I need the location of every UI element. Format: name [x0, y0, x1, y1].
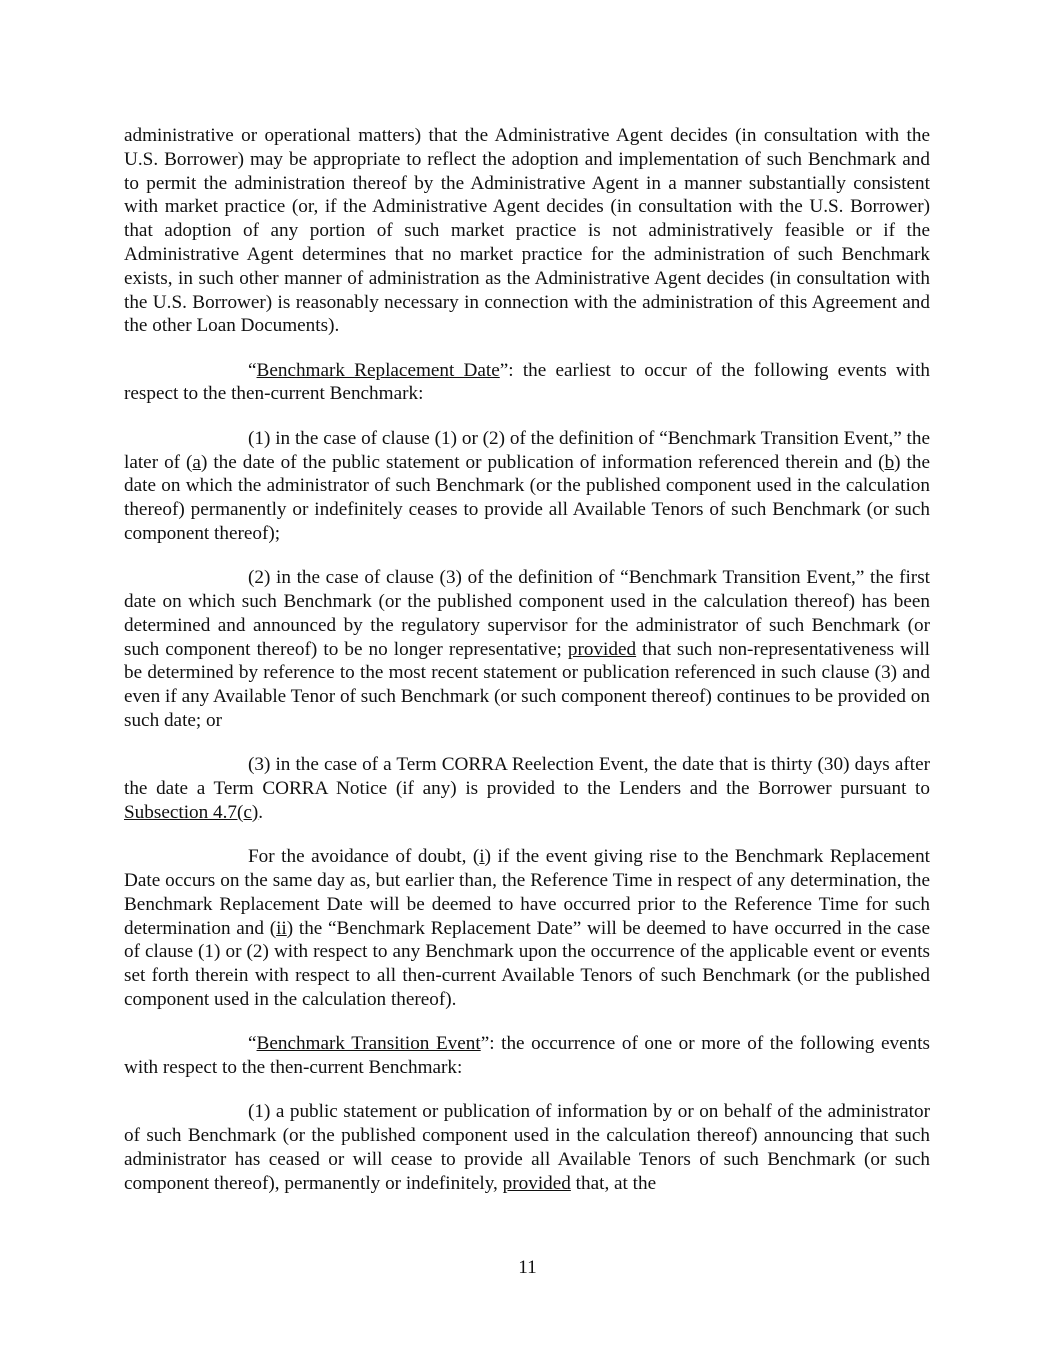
clause-2 — [124, 566, 930, 733]
clause-text: (3) in the case of a Term CORRA Reelection Event, the date that is thirty (30) days after the date a Term CORRA Notice (if any) is provided to the Lenders and the Borrower pursuant to — [124, 754, 930, 800]
clause-text: (1) in the case of clause (1) or (2) of the definition of “Benchmark Transition Event,” the later of ( — [124, 427, 930, 473]
transition-clause-1 — [124, 1100, 930, 1195]
clause-text: (1) a public statement or publication of information by or on behalf of the administrator of such Benchmark (or the published component used in the calculation thereof) announcing that such administrator has ceased or will cease to provide all Available Tenors of such Benchmark (or such component thereof), permanently or indefinitely, — [124, 1101, 930, 1194]
paragraph-text: ) the “Benchmark Replacement Date” will be deemed to have occurred in the case of clause (1) or (2) with respect to any Benchmark upon the occurrence of the applicable event or events set forth therein with respect to all then-current Available Tenors of such Benchmark (or the published component used in the calculation thereof). — [124, 917, 931, 1010]
subclause-marker-a: a — [192, 451, 201, 473]
provided-term: provided — [502, 1172, 571, 1194]
subsection-reference: Subsection 4.7(c) — [124, 801, 259, 823]
paragraph-text: administrative or operational matters) that the Administrative Agent decides (in consultation with the U.S. Borrower) may be appropriate to reflect the adoption and implementation of such Benchmark and to permit the administration thereof by the Administrative Agent in a manner substantially consistent with market practice (or, if the Administrative Agent decides (in consultation with the U.S. Borrower) that adoption of any portion of such market practice is not administratively feasible or if the Administrative Agent determines that no market practice for the administration of such Benchmark exists, in such other manner of administration as the Administrative Agent decides (in consultation with the U.S. Borrower) is reasonably necessary in connection with the administration of this Agreement and the other Loan Documents). — [124, 125, 930, 337]
subclause-marker-b: b — [884, 451, 895, 473]
clause-3 — [124, 753, 930, 824]
definition-benchmark-transition-event — [124, 1032, 930, 1080]
clause-text: that such non-representativeness will be determined by reference to the most recent statement or publication referenced in such clause (3) and even if any Available Tenor of such Benchmark (or such component thereof) continues to be provided on such date; or — [124, 638, 930, 732]
clause-text: ) the date of the public statement or publication of information referenced therein and ( — [200, 451, 885, 473]
paragraph-avoidance-of-doubt — [124, 845, 930, 1012]
clause-text: . — [258, 801, 264, 823]
clause-text: ) the date on which the administrator of such Benchmark (or the published component used in the calculation thereof) permanently or indefinitely ceases to provide all Available Tenors of such Benchmark (or such component thereof); — [124, 451, 930, 544]
paragraph-text: ) if the event giving rise to the Benchmark Replacement Date occurs on the same day as, but earlier than, the Reference Time in respect of any determination, the Benchmark Replacement Date will be deemed to have occurred prior to the Reference Time for such determination and ( — [124, 846, 930, 939]
clause-text: that, at the — [570, 1172, 657, 1194]
definition-text: ”: the earliest to occur of the following events with respect to the then-current Benchmark: — [124, 359, 930, 405]
defined-term: Benchmark Transition Event — [256, 1033, 481, 1055]
provided-term: provided — [567, 638, 637, 660]
definition-text: ”: the occurrence of one or more of the following events with respect to the then-current Benchmark: — [124, 1033, 930, 1079]
clause-text: (2) in the case of clause (3) of the definition of “Benchmark Transition Event,” the first date on which such Benchmark (or the published component used in the calculation thereof) has been determined and announced by the regulatory supervisor for the administrator of such Benchmark (or such component thereof) to be no longer representative; — [124, 567, 930, 660]
subclause-marker-i: i — [479, 846, 485, 868]
defined-term: Benchmark Replacement Date — [256, 359, 500, 381]
document-body — [124, 124, 930, 1216]
page-number: 11 — [518, 1257, 537, 1278]
paragraph-text: For the avoidance of doubt, ( — [248, 846, 480, 868]
open-quote: “ — [248, 359, 257, 381]
open-quote: “ — [248, 1033, 257, 1055]
paragraph-admin-matters — [124, 124, 930, 338]
subclause-marker-ii: ii — [276, 917, 287, 939]
clause-1 — [124, 427, 930, 546]
definition-benchmark-replacement-date — [124, 359, 930, 407]
